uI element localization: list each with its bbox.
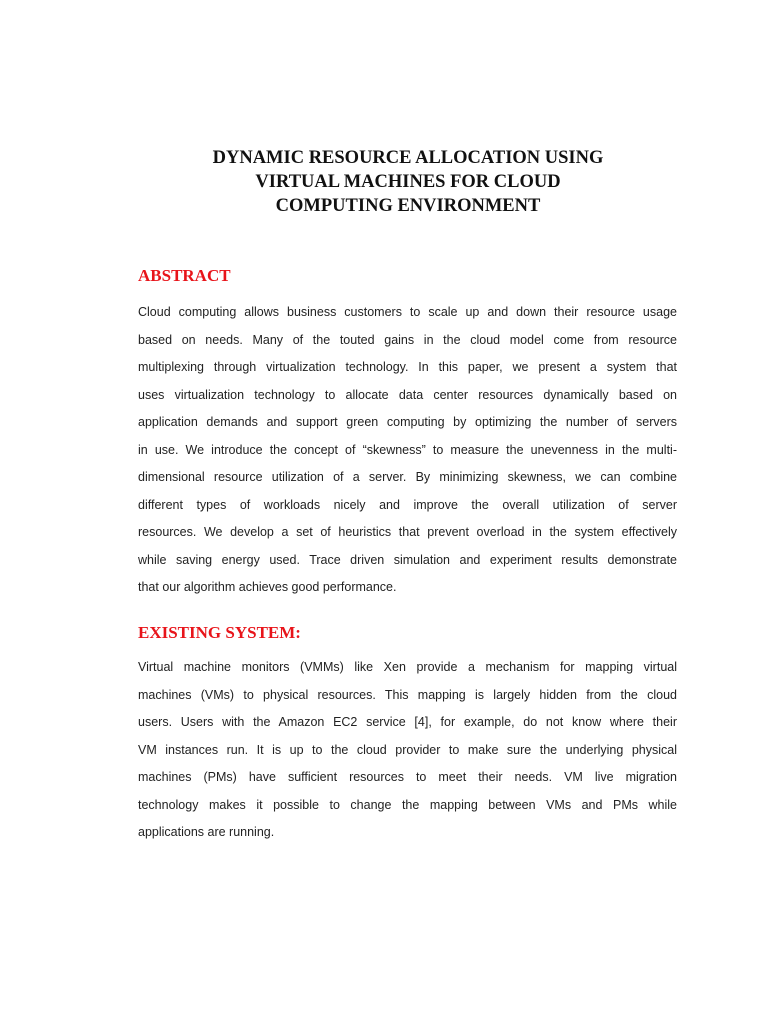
document-title [138,146,678,218]
title-line: VIRTUAL MACHINES FOR CLOUD [255,172,561,192]
existing-system-paragraph [138,654,677,847]
paragraph-line: dimensional resource utilization of a server. By minimizing skewness, we can combine [138,470,677,484]
paragraph-line: that our algorithm achieves good performance. [138,580,397,594]
paragraph-line: resources. We develop a set of heuristics that prevent overload in the system effectively [138,525,677,539]
paragraph-line: in use. We introduce the concept of “skewness” to measure the unevenness in the multi- [138,442,677,457]
paragraph-line: Virtual machine monitors (VMMs) like Xen provide a mechanism for mapping virtual [138,660,677,674]
paragraph-line: machines (PMs) have sufficient resources to meet their needs. VM live migration [138,770,677,784]
paragraph-line: VM instances run. It is up to the cloud provider to make sure the underlying physical [138,742,677,757]
paragraph-line: while saving energy used. Trace driven simulation and experiment results demonstrate [138,552,677,567]
paragraph-line: uses virtualization technology to allocate data center resources dynamically based on [138,387,677,402]
paragraph-line: users. Users with the Amazon EC2 service [4], for example, do not know where their [138,715,677,729]
title-line: COMPUTING ENVIRONMENT [275,196,541,216]
paragraph-line: different types of workloads nicely and improve the overall utilization of server [138,497,677,512]
section-heading-abstract: ABSTRACT [138,266,231,285]
abstract-paragraph [138,299,677,602]
paragraph-line: Cloud computing allows business customers to scale up and down their resource usage [138,305,677,319]
section-heading-existing-system: EXISTING SYSTEM: [138,623,301,642]
paragraph-line: multiplexing through virtualization technology. In this paper, we present a system that [138,360,677,374]
paragraph-line: based on needs. Many of the touted gains in the cloud model come from resource [138,332,677,347]
paragraph-line: application demands and support green computing by optimizing the number of servers [138,415,677,429]
paragraph-line: machines (VMs) to physical resources. This mapping is largely hidden from the cloud [138,687,677,702]
paragraph-line: technology makes it possible to change the mapping between VMs and PMs while [138,797,677,812]
paragraph-line: applications are running. [138,825,275,839]
title-line: DYNAMIC RESOURCE ALLOCATION USING [212,148,604,168]
